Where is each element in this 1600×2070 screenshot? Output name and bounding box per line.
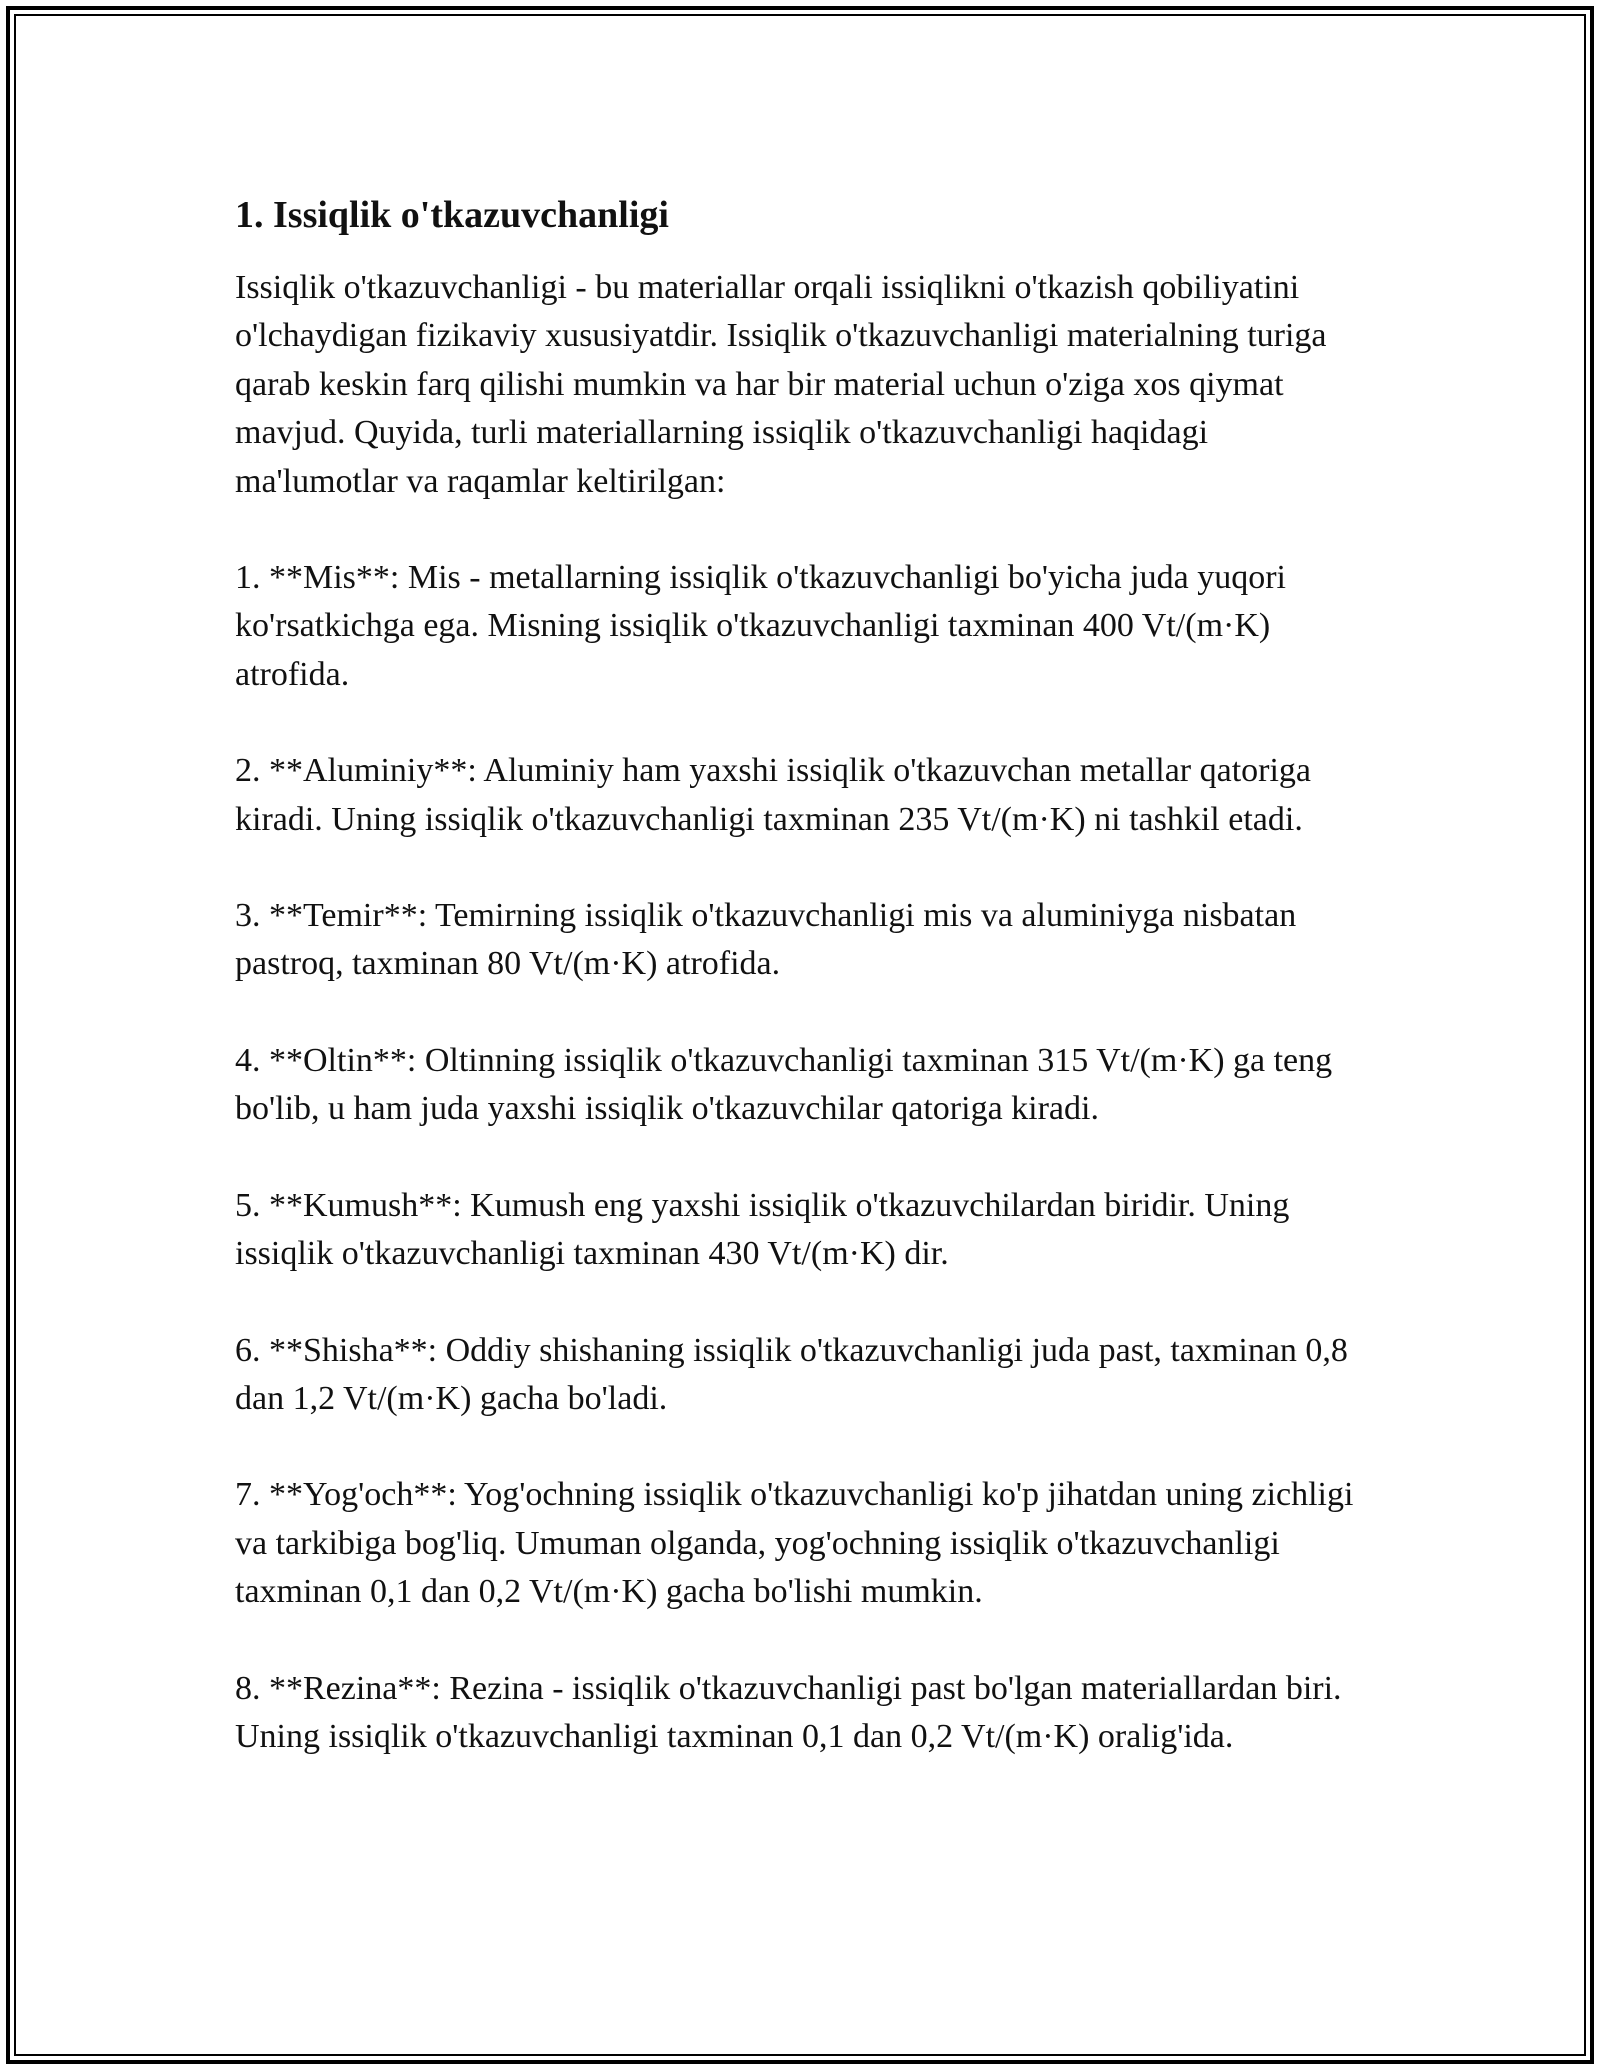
list-item-yogoch: 7. **Yog'och**: Yog'ochning issiqlik o'tkazuvchanligi ko'p jihatdan uning zichligi va tarkibiga bog'liq. Umuman olganda, yog'ochning issiqlik o'tkazuvchanligi taxminan 0,1 dan 0,2 Vt/(m·K) gacha bo'lishi mumkin.	[235, 1476, 1354, 1611]
list-item-rezina: 8. **Rezina**: Rezina - issiqlik o'tkazuvchanligi past bo'lgan materiallardan biri. Uning issiqlik o'tkazuvchanligi taxminan 0,1 dan 0,2 Vt/(m·K) oralig'ida.	[235, 1669, 1342, 1755]
list-item-mis: 1. **Mis**: Mis - metallarning issiqlik o'tkazuvchanligi bo'yicha juda yuqori ko'rsatkichga ega. Misning issiqlik o'tkazuvchanligi taxminan 400 Vt/(m·K) atrofida.	[235, 559, 1286, 693]
list-item-temir: 3. **Temir**: Temirning issiqlik o'tkazuvchanligi mis va aluminiyga nisbatan pastroq, taxminan 80 Vt/(m·K) atrofida.	[235, 897, 1297, 983]
list-item-aluminiy: 2. **Aluminiy**: Aluminiy ham yaxshi issiqlik o'tkazuvchan metallar qatoriga kiradi. Uning issiqlik o'tkazuvchanligi taxminan 235 Vt/(m·K) ni tashkil etadi.	[235, 752, 1312, 838]
list-item-kumush: 5. **Kumush**: Kumush eng yaxshi issiqlik o'tkazuvchilardan biridir. Uning issiqlik o'tkazuvchanligi taxminan 430 Vt/(m·K) dir.	[235, 1186, 1290, 1273]
section-heading: 1. Issiqlik o'tkazuvchanligi	[235, 194, 669, 236]
list-item-oltin: 4. **Oltin**: Oltinning issiqlik o'tkazuvchanligi taxminan 315 Vt/(m·K) ga teng bo'lib, u ham juda yaxshi issiqlik o'tkazuvchilar qatoriga kiradi.	[235, 1041, 1333, 1128]
document-body	[235, 186, 1375, 1809]
list-item-shisha: 6. **Shisha**: Oddiy shishaning issiqlik o'tkazuvchanligi juda past, taxminan 0,8 dan 1,2 Vt/(m·K) gacha bo'ladi.	[235, 1331, 1348, 1417]
intro-paragraph: Issiqlik o'tkazuvchanligi - bu materiallar orqali issiqlikni o'tkazish qobiliyatini o'lchaydigan fizikaviy xususiyatdir. Issiqlik o'tkazuvchanligi materialning turiga qarab keskin farq qilishi mumkin va har bir material uchun o'ziga xos qiymat mavjud. Quyida, turli materiallarning issiqlik o'tkazuvchanligi haqidagi ma'lumotlar va raqamlar keltirilgan:	[235, 269, 1327, 500]
